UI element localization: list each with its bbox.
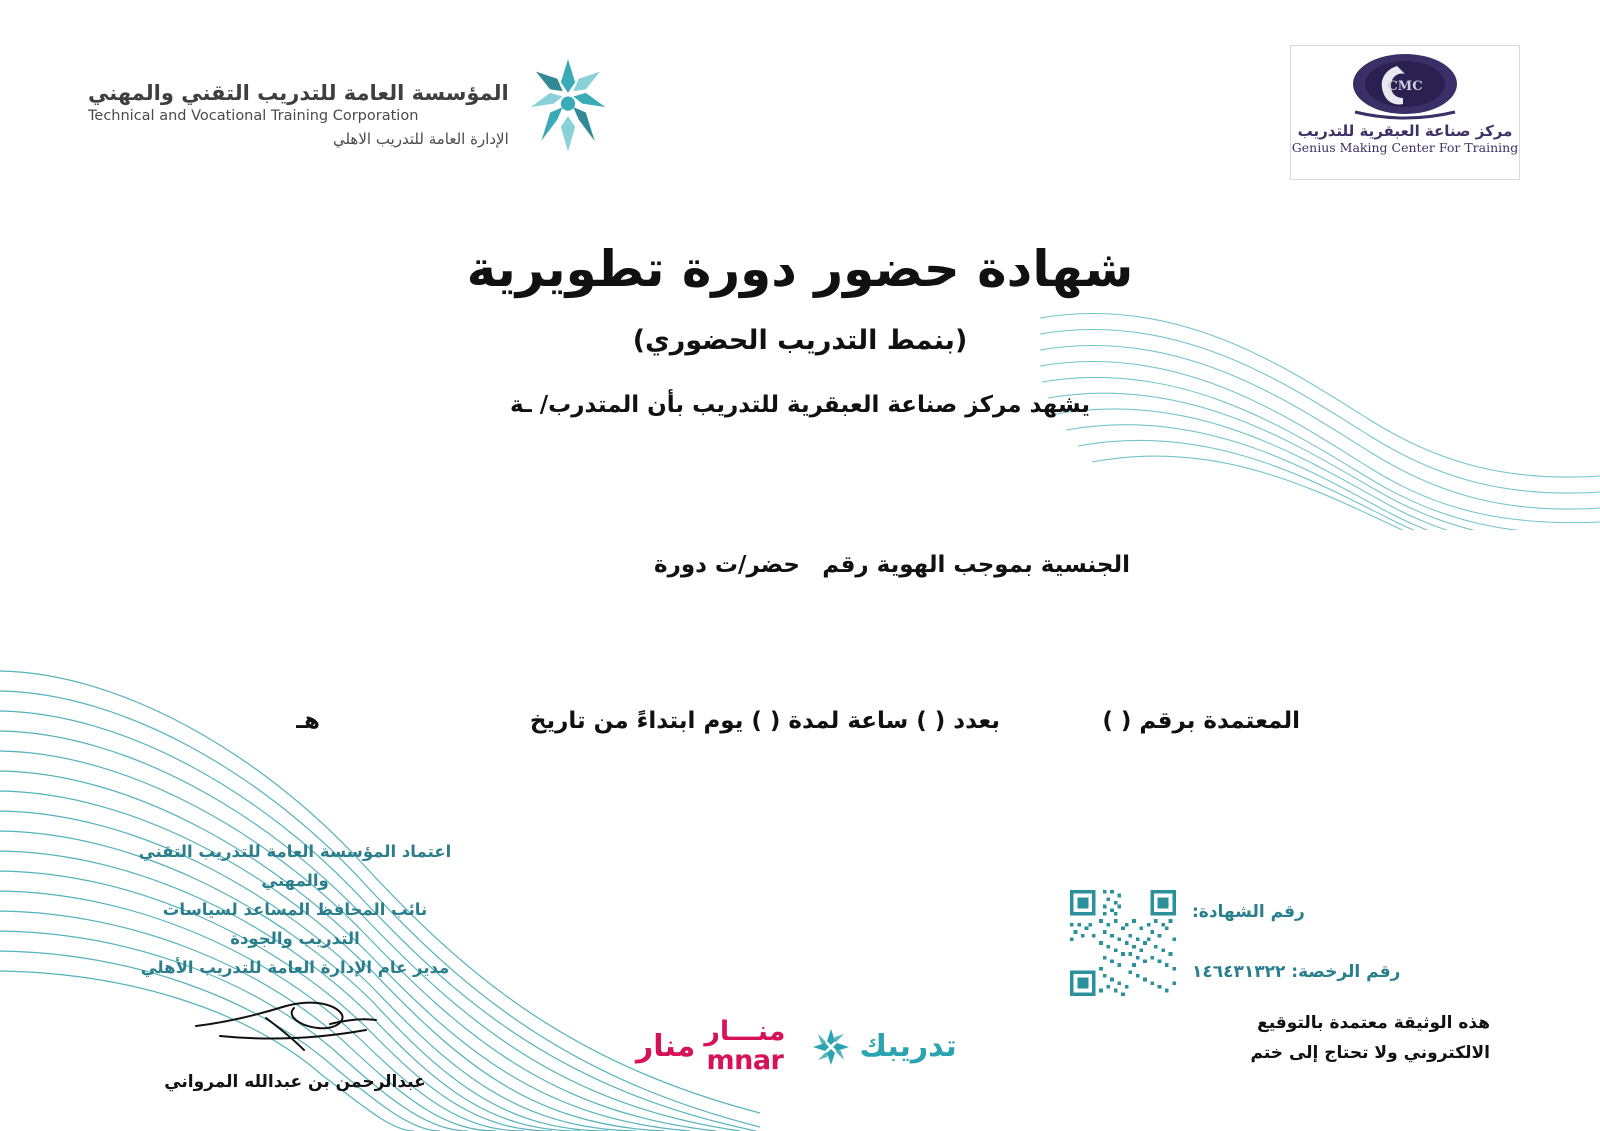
field-attended-course: حضر/ت دورة — [654, 552, 800, 578]
cmc-arabic-name: مركز صناعة العبقرية للتدريب — [1297, 122, 1513, 140]
electronic-signature-note-line-2: الالكتروني ولا تحتاج إلى ختم — [1250, 1043, 1490, 1064]
mnar-symbol: منار — [636, 1029, 696, 1065]
tadreebak-wordmark: تدريبك — [859, 1029, 957, 1065]
page-subtitle: (بنمط التدريب الحضوري) — [632, 325, 968, 356]
field-nationality-id: الجنسية بموجب الهوية رقم — [822, 552, 1130, 578]
license-number-label: رقم الرخصة: ١٤٦٤٣١٣٢٢ — [1192, 961, 1401, 982]
field-hours-days: بعدد ( ) ساعة لمدة ( ) يوم ابتداءً من تاريخ — [529, 708, 1000, 734]
signature-block — [130, 838, 460, 1092]
attestation-text: يشهد مركز صناعة العبقرية للتدريب بأن المتدرب/ ـة — [509, 392, 1091, 418]
partner-logos — [636, 1018, 957, 1075]
page-title: شهادة حضور دورة تطويرية — [466, 240, 1134, 298]
flower-mark-icon — [811, 1027, 851, 1067]
qr-code-icon[interactable] — [1070, 890, 1176, 996]
svg-text:CMC: CMC — [1387, 79, 1423, 94]
signature-line-3: مدير عام الإدارة العامة للتدريب الأهلي — [140, 957, 450, 977]
mnar-english-wordmark: mnar — [706, 1044, 784, 1076]
handwritten-signature-icon — [190, 996, 400, 1056]
signatory-name: عبدالرحمن بن عبدالله المرواني — [164, 1072, 426, 1093]
tadreebak-logo — [811, 1027, 956, 1067]
tvtc-english-name: Technical and Vocational Training Corporation — [88, 108, 419, 125]
cmc-english-name: Genius Making Center For Training — [1291, 140, 1519, 155]
cmc-head-badge-icon — [1345, 50, 1465, 124]
starburst-icon — [523, 52, 613, 157]
field-approved-number: المعتمدة برقم ( ) — [1102, 708, 1300, 734]
tvtc-arabic-name: المؤسسة العامة للتدريب التقني والمهني — [88, 81, 509, 105]
tvtc-logo — [88, 52, 613, 157]
mnar-arabic-wordmark: منـــار — [704, 1016, 786, 1048]
tvtc-department: الإدارة العامة للتدريب الاهلي — [332, 130, 509, 148]
field-hijri-marker: هـ — [296, 708, 320, 734]
cmc-logo — [1290, 45, 1520, 180]
signature-line-2: نائب المحافظ المساعد لسياسات التدريب والجودة — [162, 899, 428, 948]
electronic-signature-note-line-1: هذه الوثيقة معتمدة بالتوقيع — [1257, 1012, 1490, 1033]
certificate-number-label: رقم الشهادة: — [1192, 901, 1305, 922]
mnar-logo — [636, 1018, 785, 1075]
signature-line-1: اعتماد المؤسسة العامة للتدريب التقني والمهني — [138, 842, 452, 890]
fields-row-one — [0, 552, 1600, 578]
certificate-info-block — [1070, 890, 1490, 1069]
